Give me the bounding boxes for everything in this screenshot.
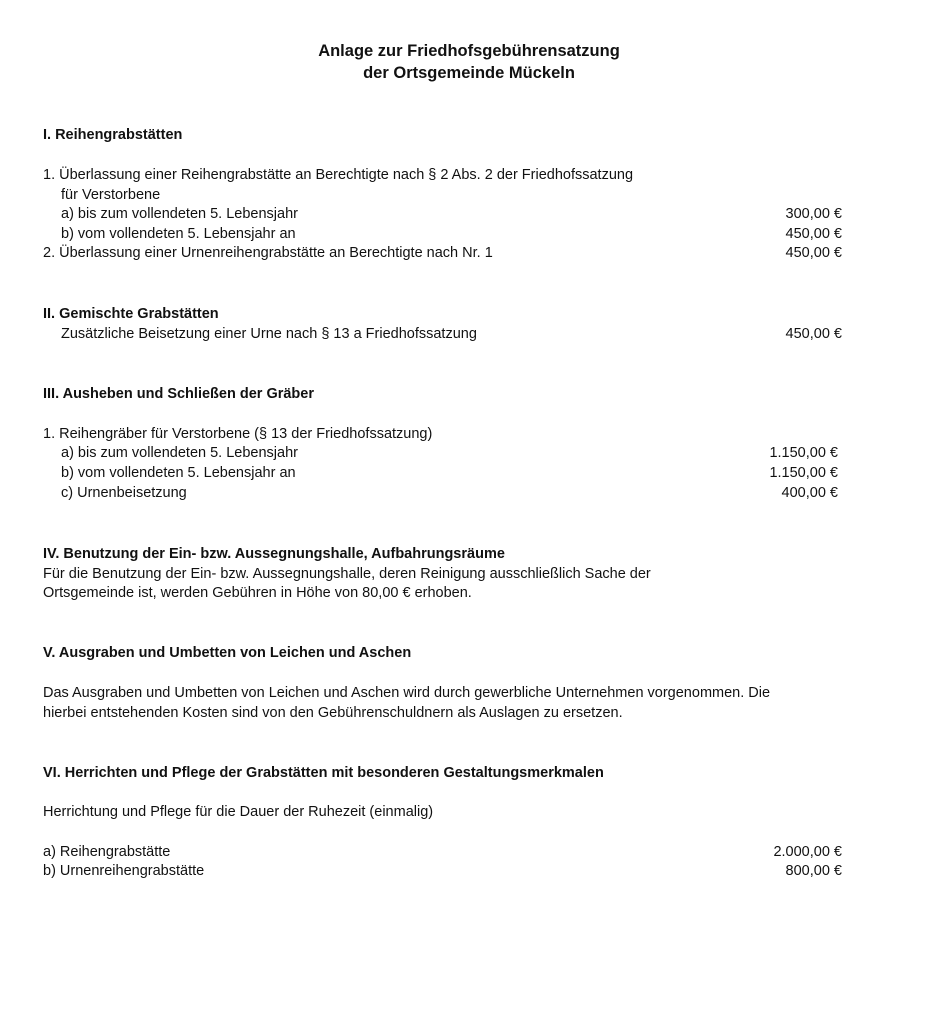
section-1-item-1-line-2: für Verstorbene bbox=[61, 187, 161, 203]
fee-amount: 1.150,00 € bbox=[769, 445, 838, 461]
section-1-heading: I. Reihengrabstätten bbox=[43, 127, 183, 143]
section-6-intro: Herrichtung und Pflege für die Dauer der Ruhezeit (einmalig) bbox=[43, 804, 434, 820]
section-4-heading: IV. Benutzung der Ein- bzw. Aussegnungshalle, Aufbahrungsräume bbox=[43, 546, 505, 562]
fee-label: Zusätzliche Beisetzung einer Urne nach § 13 a Friedhofssatzung bbox=[61, 326, 477, 342]
fee-row bbox=[0, 862, 938, 881]
fee-row bbox=[0, 484, 938, 503]
fee-amount: 1.150,00 € bbox=[769, 465, 838, 481]
document-title bbox=[0, 40, 938, 84]
fee-row bbox=[0, 205, 938, 224]
section-2-heading: II. Gemischte Grabstätten bbox=[43, 306, 219, 322]
fee-label: a) bis zum vollendeten 5. Lebensjahr bbox=[61, 206, 298, 222]
section-6-heading: VI. Herrichten und Pflege der Grabstätten mit besonderen Gestaltungsmerkmalen bbox=[43, 765, 604, 781]
fee-row bbox=[0, 244, 938, 263]
fee-row bbox=[0, 444, 938, 463]
fee-row bbox=[0, 464, 938, 483]
fee-amount: 800,00 € bbox=[785, 863, 842, 879]
fee-label: b) vom vollendeten 5. Lebensjahr an bbox=[61, 226, 296, 242]
section-4-text-line-2: Ortsgemeinde ist, werden Gebühren in Höhe von 80,00 € erhoben. bbox=[43, 585, 472, 601]
fee-amount: 450,00 € bbox=[785, 245, 842, 261]
fee-row bbox=[0, 843, 938, 862]
section-5-text-line-1: Das Ausgraben und Umbetten von Leichen und Aschen wird durch gewerbliche Unternehmen vorgenommen. Die bbox=[43, 685, 771, 701]
section-5-text-line-2: hierbei entstehenden Kosten sind von den Gebührenschuldnern als Auslagen zu ersetzen. bbox=[43, 705, 623, 721]
fee-amount: 400,00 € bbox=[781, 485, 838, 501]
fee-label: 2. Überlassung einer Urnenreihengrabstätte an Berechtigte nach Nr. 1 bbox=[43, 245, 493, 261]
section-4-text-line-1: Für die Benutzung der Ein- bzw. Aussegnungshalle, deren Reinigung ausschließlich Sache der bbox=[43, 566, 651, 582]
fee-label: b) Urnenreihengrabstätte bbox=[43, 863, 205, 879]
section-3-item-1: 1. Reihengräber für Verstorbene (§ 13 der Friedhofssatzung) bbox=[43, 426, 433, 442]
section-3-heading: III. Ausheben und Schließen der Gräber bbox=[43, 386, 314, 402]
title-line-1: Anlage zur Friedhofsgebührensatzung bbox=[318, 42, 620, 60]
fee-amount: 450,00 € bbox=[785, 226, 842, 242]
section-5-heading: V. Ausgraben und Umbetten von Leichen und Aschen bbox=[43, 645, 412, 661]
fee-amount: 450,00 € bbox=[785, 326, 842, 342]
fee-amount: 2.000,00 € bbox=[773, 844, 842, 860]
title-line-2: der Ortsgemeinde Mückeln bbox=[363, 64, 575, 82]
section-1-item-1-line-1: 1. Überlassung einer Reihengrabstätte an Berechtigte nach § 2 Abs. 2 der Friedhofssatzung bbox=[43, 167, 634, 183]
fee-row bbox=[0, 325, 938, 344]
fee-label: b) vom vollendeten 5. Lebensjahr an bbox=[61, 465, 296, 481]
fee-label: c) Urnenbeisetzung bbox=[61, 485, 187, 501]
fee-row bbox=[0, 225, 938, 244]
fee-label: a) bis zum vollendeten 5. Lebensjahr bbox=[61, 445, 298, 461]
fee-label: a) Reihengrabstätte bbox=[43, 844, 171, 860]
fee-amount: 300,00 € bbox=[785, 206, 842, 222]
